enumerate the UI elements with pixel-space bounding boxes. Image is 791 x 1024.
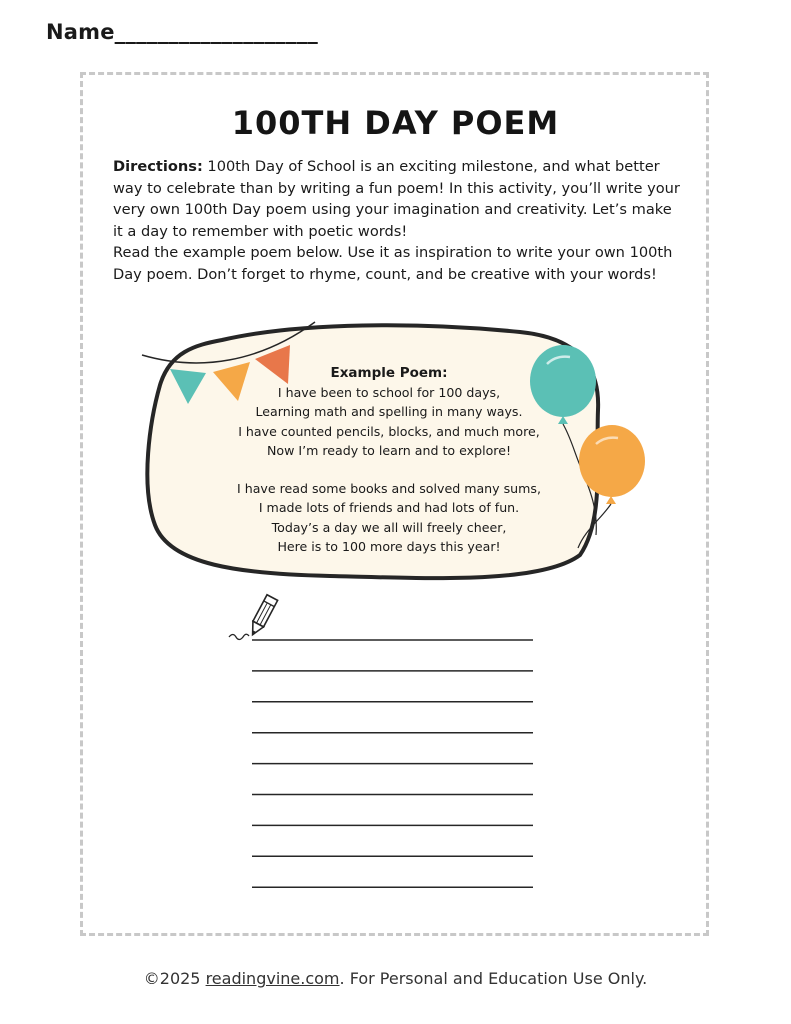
poem-line: Here is to 100 more days this year!	[277, 538, 501, 554]
stanza-gap	[224, 460, 554, 479]
directions-text-1: 100th Day of School is an exciting milestone, and what better way to celebrate than by writing a fun poem! In this activity, you’ll write your very own 100th Day poem using your imagination and creativity. Let’s make it a day to remember with poetic words!	[113, 158, 680, 240]
poem-line: I have read some books and solved many sums,	[237, 481, 541, 497]
page-title: 100TH DAY POEM	[231, 104, 560, 142]
name-label: Name	[46, 20, 115, 44]
poem-line: I have counted pencils, blocks, and much more,	[238, 423, 540, 439]
directions-paragraph-2: Read the example poem below. Use it as inspiration to write your own 100th Day poem. Don’t forget to rhyme, count, and be creative with your words!	[113, 244, 673, 283]
name-blank[interactable]: ___________________	[114, 20, 318, 44]
example-poem	[224, 364, 554, 556]
poem-heading: Example Poem:	[330, 365, 448, 381]
poem-line: I made lots of friends and had lots of fun.	[258, 500, 520, 516]
pencil-icon	[229, 595, 278, 640]
footer	[0, 969, 791, 988]
poem-line: Learning math and spelling in many ways.	[255, 404, 523, 420]
poem-line: Today’s a day we all will freely cheer,	[271, 519, 507, 535]
poem-line: I have been to school for 100 days,	[277, 385, 501, 401]
footer-prefix: ©2025	[143, 969, 206, 988]
footer-link[interactable]: readingvine.com	[205, 969, 340, 988]
writing-lines[interactable]	[252, 640, 533, 887]
poem-line: Now I’m ready to learn and to explore!	[266, 442, 511, 458]
directions-label: Directions:	[113, 158, 203, 175]
footer-suffix: . For Personal and Education Use Only.	[339, 969, 648, 988]
